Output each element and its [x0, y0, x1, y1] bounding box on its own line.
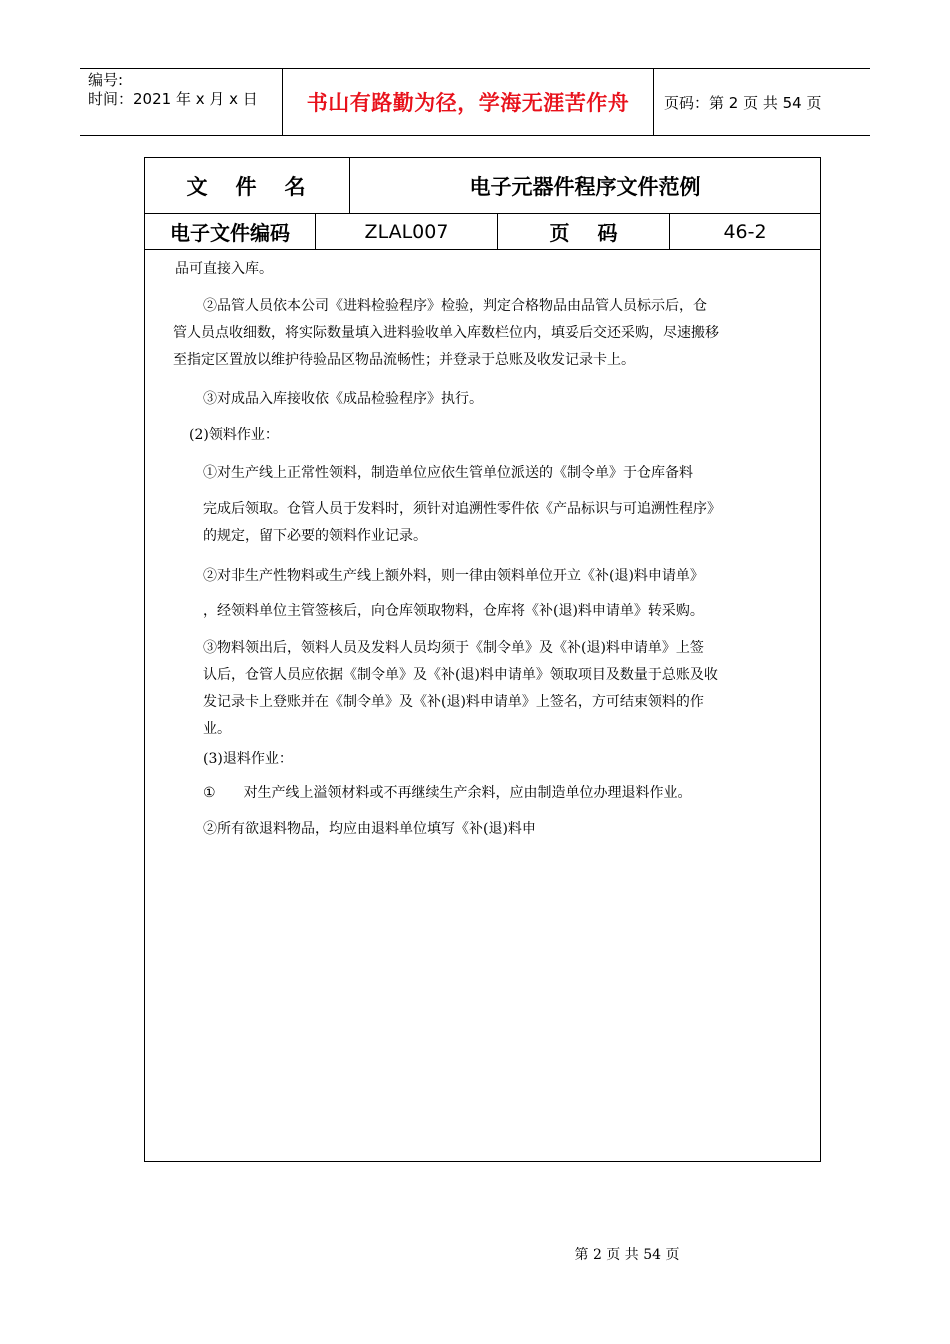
paragraph: ① 对生产线上溢领材料或不再继续生产余料，应由制造单位办理退料作业。: [203, 785, 692, 801]
file-code-label: 电子文件编码: [145, 214, 316, 249]
section-heading: (3)退料作业：: [203, 751, 293, 767]
paragraph: ③物料领出后，领料人员及发料人员均须于《制令单》及《补(退)料申请单》上签 认后，仓管人员应依据《制令单》及《补(退)料申请单》领取项目及数量于总账及收 发记录卡上登账并在《制令单》及《补(退)料申请单》上签名，方可结束领料的作 业。: [203, 640, 718, 737]
paragraph: 完成后领取。仓管人员于发料时，须针对追溯性零件依《产品标识与可追溯性程序》 的规定，留下必要的领料作业记录。: [203, 501, 721, 544]
paragraph: ②品管人员依本公司《进料检验程序》检验，判定合格物品由品管人员标示后，仓 管人员点收细数，将实际数量填入进料验收单入库数栏位内，填妥后交还采购，尽速搬移 至指定区置放以维护待验品区物品流畅性；并登录于总账及收发记录卡上。: [173, 298, 719, 368]
page-label: 页 码: [498, 214, 670, 249]
section-heading: (2)领料作业：: [189, 427, 279, 443]
document-date: 时间：2021 年 x 月 x 日: [88, 90, 258, 108]
header-motto: 书山有路勤为径，学海无涯苦作舟: [282, 69, 654, 135]
page-footer: 第 2 页 共 54 页: [574, 1247, 680, 1263]
page-value: 46-2: [723, 220, 767, 243]
header-page-info: 页码：第 2 页 共 54 页: [664, 93, 822, 112]
header-meta: [88, 71, 258, 109]
paragraph: ②所有欲退料物品，均应由退料单位填写《补(退)料申: [203, 821, 536, 837]
page-header: [80, 68, 870, 136]
paragraph: 品可直接入库。: [175, 261, 273, 277]
document-form: [144, 157, 821, 1162]
document-number-label: 编号:: [88, 71, 124, 89]
paragraph: ③对成品入库接收依《成品检验程序》执行。: [203, 391, 483, 407]
paragraph: ，经领料单位主管签核后，向仓库领取物料，仓库将《补(退)料申请单》转采购。: [203, 603, 704, 619]
paragraph: ②对非生产性物料或生产线上额外料，则一律由领料单位开立《补(退)料申请单》: [203, 568, 704, 584]
form-code-row: [145, 214, 820, 250]
file-name-value: 电子元器件程序文件范例: [469, 174, 701, 199]
file-code-value: ZLAL007: [316, 214, 498, 249]
paragraph: ①对生产线上正常性领料，制造单位应依生管单位派送的《制令单》于仓库备料: [203, 465, 693, 481]
form-title-row: [145, 158, 820, 214]
file-name-label: 文 件 名: [145, 158, 350, 213]
